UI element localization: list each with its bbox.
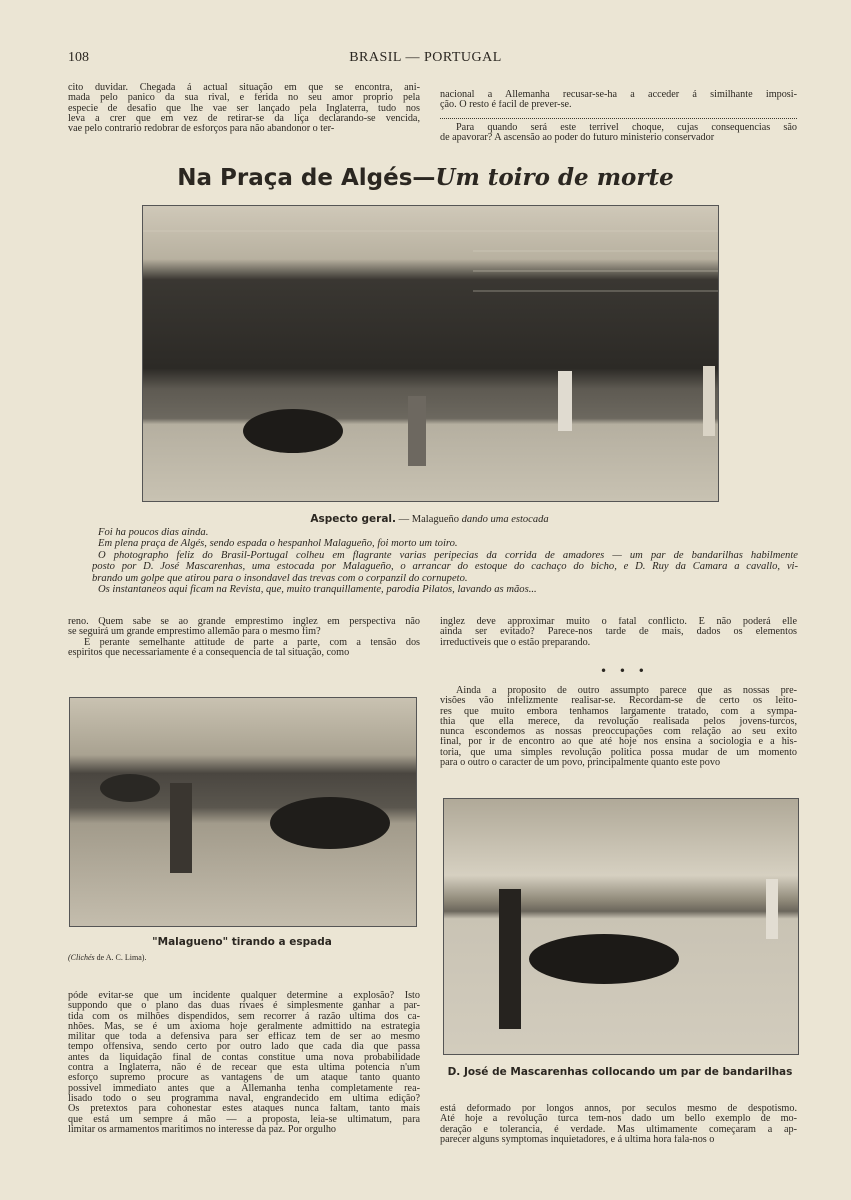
- bandarilheiro: [499, 889, 521, 1029]
- mid-right-column: [440, 617, 797, 648]
- text-line: suppondo que o plano das duas rivaes é simplesmente ganhar a par-: [68, 1001, 420, 1012]
- photo2-caption: "Malagueno" tirando a espada: [152, 936, 332, 948]
- matador: [170, 783, 192, 873]
- text-line: está deformado por longos annos, por seculos mesmo de despotismo.: [440, 1104, 797, 1114]
- text-line: toria, que uma simples revolução politica possa mudar de um momento: [440, 747, 797, 758]
- title-main: Na Praça de Algés: [177, 165, 413, 191]
- text-line: cito duvidar. Chegada á actual situação em que se encontra, ani-: [68, 83, 420, 93]
- photo-bandarilhas: [443, 798, 799, 1055]
- text-line: de apavorar? A ascensão ao poder do futuro ministerio conservador: [440, 132, 715, 143]
- text-line: vae pelo contrario redobrar de esforços para não abandonor o ter-: [68, 124, 335, 135]
- photo3-caption: D. José de Mascarenhas collocando um par de bandarilhas: [447, 1066, 793, 1078]
- mid-right-column-b: [440, 686, 797, 768]
- top-right-column: [440, 90, 797, 143]
- text-line: Ainda a proposito de outro assumpto parece que as nossas pre-: [456, 686, 797, 696]
- text-line: deração e tolerancia, é verdade. Mas ultimamente começaram a ap-: [440, 1124, 797, 1135]
- text-line: reno. Quem sabe se ao grande emprestimo inglez em perspectiva não: [68, 617, 420, 627]
- text-line: irreductiveis que o estão preparando.: [440, 637, 591, 648]
- text-line: esforço supremo procure as vantagens de um ataque tanto quanto: [68, 1073, 420, 1084]
- caption-sep: — Malagueño: [396, 514, 462, 525]
- text-line: nacional a Allemanha recusar-se-ha a acceder á similhante imposi-: [440, 90, 797, 100]
- top-right-paragraph-a: [440, 90, 797, 111]
- credit-rest: de A. C. Lima).: [94, 953, 147, 962]
- text-line: visões vão infelizmente realisar-se. Recordam-se de certo os leito-: [440, 696, 797, 707]
- intro-line: Em plena praça de Algés, sendo espada o hespanhol Malagueño, foi morto um toiro.: [98, 538, 458, 550]
- title-subtitle: Um toiro de morte: [435, 164, 674, 191]
- text-line: contra a Inglaterra, não é de recear que esta ultima potencia n'um: [68, 1063, 420, 1074]
- title-dash: —: [412, 165, 436, 191]
- running-title: BRASIL — PORTUGAL: [349, 50, 502, 65]
- credit-italic: (Clichés: [68, 953, 95, 962]
- text-line: Os pretextos para cohonestar estes ataques nunca faltam, tanto mais: [68, 1104, 420, 1115]
- text-line: ção. O resto é facil de prever-se.: [440, 100, 572, 111]
- bull: [243, 409, 343, 453]
- text-line: limitar os armamentos maritimos no interesse da paz. Por orgulho: [68, 1124, 337, 1135]
- intro-line: Os instantaneos aqui ficam na Revista, que, muito tranquillamente, parodia Pilatos, lavando as mãos...: [98, 584, 537, 596]
- matador-scene: [70, 698, 416, 926]
- text-line: póde evitar-se que um incidente qualquer determine a explosão? Isto: [68, 991, 420, 1001]
- text-line: militar que toda a defensiva para ser efficaz tem de ser ao mesmo: [68, 1032, 420, 1043]
- photo-aspecto-geral: [142, 205, 719, 502]
- top-right-paragraph-b: [440, 123, 797, 144]
- text-line: antes da liquidação final de contas constitue uma nova probabilidade: [68, 1052, 420, 1063]
- intro-line: O photographo feliz do Brasil-Portugal colheu em flagrante varias peripecias da corrida de amadores — um par de bandarilhas habilmente: [98, 549, 798, 561]
- text-line: possivel immediato antes que a Allemanha tenha completamente rea-: [68, 1083, 420, 1094]
- intro-line: brando um golpe que atirou para o insondavel das trevas com o corpanzil do cornupeto.: [92, 572, 468, 584]
- intro-paragraph: [92, 527, 798, 595]
- mid-left-column: [68, 617, 420, 658]
- bandarilhas-scene: [444, 799, 798, 1054]
- text-line: nhões. Mas, se é um axioma hoje geralmente admittido na estrategia: [68, 1021, 420, 1032]
- text-line: tida com os milhões dispendidos, sem recorrer á razão ultima dos ca-: [68, 1011, 420, 1022]
- bull: [529, 934, 679, 984]
- intro-line: Foi ha poucos dias ainda.: [98, 527, 209, 538]
- section-separator: • • •: [600, 664, 649, 678]
- article-title: [0, 164, 851, 191]
- caption-bold: Aspecto geral.: [310, 513, 397, 525]
- photo-credit: [68, 953, 146, 962]
- text-line: lisado todo o seu programma naval, engrandecido em ultima edição?: [68, 1093, 420, 1104]
- bull: [270, 797, 390, 849]
- bullring-scene: [143, 206, 718, 501]
- text-line: Para quando será este terrivel choque, cujas consequencias são: [456, 122, 797, 133]
- text-line: leva a crer que em vez de retirar-se da liça declarando-se vencida,: [68, 113, 420, 124]
- top-left-column: [68, 83, 420, 134]
- text-line: E perante semelhante attitude de parte a parte, com a tensão dos: [84, 637, 420, 648]
- text-line: espiritos que necessariamente é a consequencia de tal situação, como: [68, 647, 350, 658]
- text-line: nunca escondemos as nossas preoccupações com relação ao seu exito: [440, 727, 797, 738]
- bottom-left-column: [68, 991, 420, 1135]
- text-line: thia que ella merece, da revolução realisada pelos jovens-turcos,: [440, 716, 797, 727]
- caption-italic: dando uma estocada: [461, 514, 549, 525]
- text-line: inglez deve approximar muito o fatal conflicto. E não poderá elle: [440, 617, 797, 627]
- text-line: Até hoje a revolução turca tem-nos dado um bello exemplo de mo-: [440, 1114, 797, 1125]
- photo-malagueno: [69, 697, 417, 927]
- text-line: para o outro o caracter de um povo, principalmente quanto este povo: [440, 758, 721, 769]
- bottom-right-column: [440, 1104, 797, 1145]
- dotted-separator: [440, 113, 797, 119]
- text-line: res que muito embora tenhamos largamente tratado, com a sympa-: [440, 706, 797, 717]
- text-line: mada pelo panico da sua rival, e ferida no seu amor proprio pela: [68, 93, 420, 104]
- intro-line: posto por D. José Mascarenhas, uma estocada por Malagueño, o arrancar do estoque do cachaço do bicho, e D. Ruy da Camara a cavallo, vi-: [92, 561, 798, 573]
- text-line: tempo offensiva, sendo certo por outro lado que cada dia que passa: [68, 1042, 420, 1053]
- page-number: 108: [68, 50, 89, 65]
- text-line: se seguirá um grande emprestimo allemão para o mesmo fim?: [68, 627, 321, 638]
- text-line: que está um sempre á mão — a proposta, leia-se ultimatum, para: [68, 1114, 420, 1125]
- text-line: especie de desafio que lhe vae ser lançado pela Inglaterra, tudo nos: [68, 103, 420, 114]
- photo1-caption: [142, 513, 717, 525]
- text-line: ainda ser evitado? Parece-nos tarde de mais, dados os elementos: [440, 627, 797, 638]
- text-line: final, por ir de encontro ao que até hoje nos ensina a sociologia e a his-: [440, 737, 797, 748]
- text-line: parecer alguns symptomas inquietadores, e á ultima hora fala-nos o: [440, 1134, 715, 1145]
